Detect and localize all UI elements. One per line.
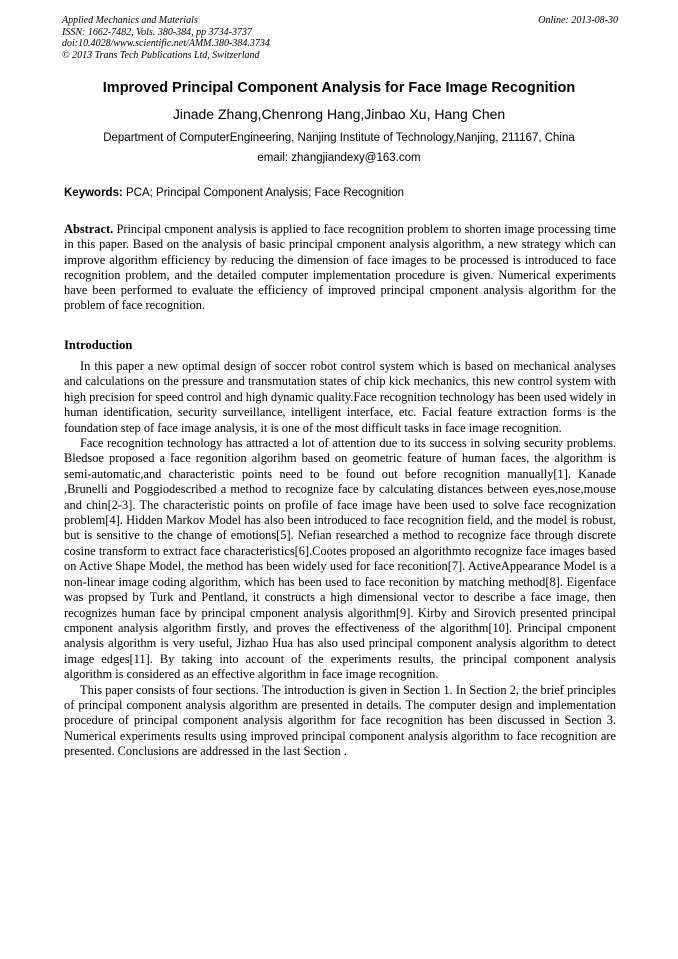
online-date: Online: 2013-08-30 bbox=[538, 15, 618, 26]
journal-header bbox=[62, 15, 618, 61]
doi-line: doi:10.4028/www.scientific.net/AMM.380-384.3734 bbox=[62, 38, 270, 49]
intro-paragraph-2: Face recognition technology has attracted a lot of attention due to its success in solving security problems. Bledsoe proposed a face regonition algorihm based on geometric feature of human faces, the algorithm is semi-automatic,and characteristic points need to be found out before recognition manually[1]. Kanade ,Brunelli and Poggiodescribed a method to recognize face by calculating distances between eyes,nose,mouse and chin[2-3]. The characteristic points on profile of face image have been used to solve face recognization problem[4]. Hidden Markov Model has also been introduced to face recognition field, and the model is robust, but is sensitive to the change of emotions[5]. Nefian researched a method to recognize face through discrete cosine transform to extract face characteristics[6].Cootes proposed an algorithmto recognize face images based on Active Shape Model, the method has been widely used for face reconition[7]. ActiveAppearance Model is a non-linear image coding algorithm, which has been used to face reconition by matching method[8]. Eigenface was propsed by Turk and Pentland, it constructs a high dimensional vector to describe a face image, then recognizes human face by principal cmponent analysis algorithm[9]. Kirby and Sirovich presented principal cmponent analysis algorithm firstly, and proves the effectiveness of the algorithm[10]. Principal cmponent analysis algorithm is very useful, Jizhao Hua has also used principal component analysis algorithm to detect image edges[11]. By taking into account of the experiments results, the principal component analysis algorithm is considered as an effective algorithm in face image recognition. bbox=[64, 436, 616, 682]
keywords-line bbox=[64, 187, 616, 199]
abstract-text: Principal cmponent analysis is applied to face recognition problem to shorten image processing time in this paper. Based on the analysis of basic principal cmponent analysis algorithm, a new strategy which can improve algorithm efficiency by reducing the dimension of face images to be processed is introduced to face recognition problem, and the detailed computer implementation procedure is given. Numerical experiments have been performed to evaluate the efficiency of improved principal cmponent analysis algorithm for the problem of face recognition. bbox=[64, 222, 616, 313]
journal-name: Applied Mechanics and Materials bbox=[62, 15, 198, 26]
intro-paragraph-1: In this paper a new optimal design of soccer robot control system which is based on mechanical analyses and calculations on the pressure and transmutation states of chip kick mechanics, this new control system with high precision for speed control and high dynamic quality.Face recognition technology has been used widely in human identification, security surveillance, intelligent interface, etc. Facial feature extraction forms is the foundation step of face image analysis, it is one of the most difficult tasks in face image recognition. bbox=[64, 359, 616, 435]
introduction-body bbox=[64, 359, 616, 760]
introduction-heading: Introduction bbox=[64, 338, 133, 352]
copyright-line: © 2013 Trans Tech Publications Ltd, Switzerland bbox=[62, 49, 260, 61]
intro-paragraph-3: This paper consists of four sections. The introduction is given in Section 1. In Section 2, the brief principles of principal component analysis algorithm are presented in details. The computer design and implementation procedure of principal component analysis algorithm for face recognition has been discussed in Section 3. Numerical experiments results using improved principal component analysis algorithm to face recognition are presented. Conclusions are addressed in the last Section . bbox=[64, 682, 616, 759]
paper-affiliation: Department of ComputerEngineering, Nanjing Institute of Technology,Nanjing, 211167, China bbox=[103, 132, 575, 144]
paper-title: Improved Principal Component Analysis for Face Image Recognition bbox=[102, 80, 576, 96]
paper-email: email: zhangjiandexy@163.com bbox=[257, 152, 421, 164]
abstract-label: Abstract. bbox=[64, 222, 114, 236]
keywords-label: Keywords: bbox=[64, 187, 123, 199]
paper-authors: Jinade Zhang,Chenrong Hang,Jinbao Xu, Hang Chen bbox=[172, 106, 506, 122]
keywords-text: PCA; Principal Component Analysis; Face Recognition bbox=[126, 187, 405, 199]
abstract bbox=[64, 222, 616, 314]
issn-line: ISSN: 1662-7482, Vols. 380-384, pp 3734-3737 bbox=[62, 26, 252, 38]
